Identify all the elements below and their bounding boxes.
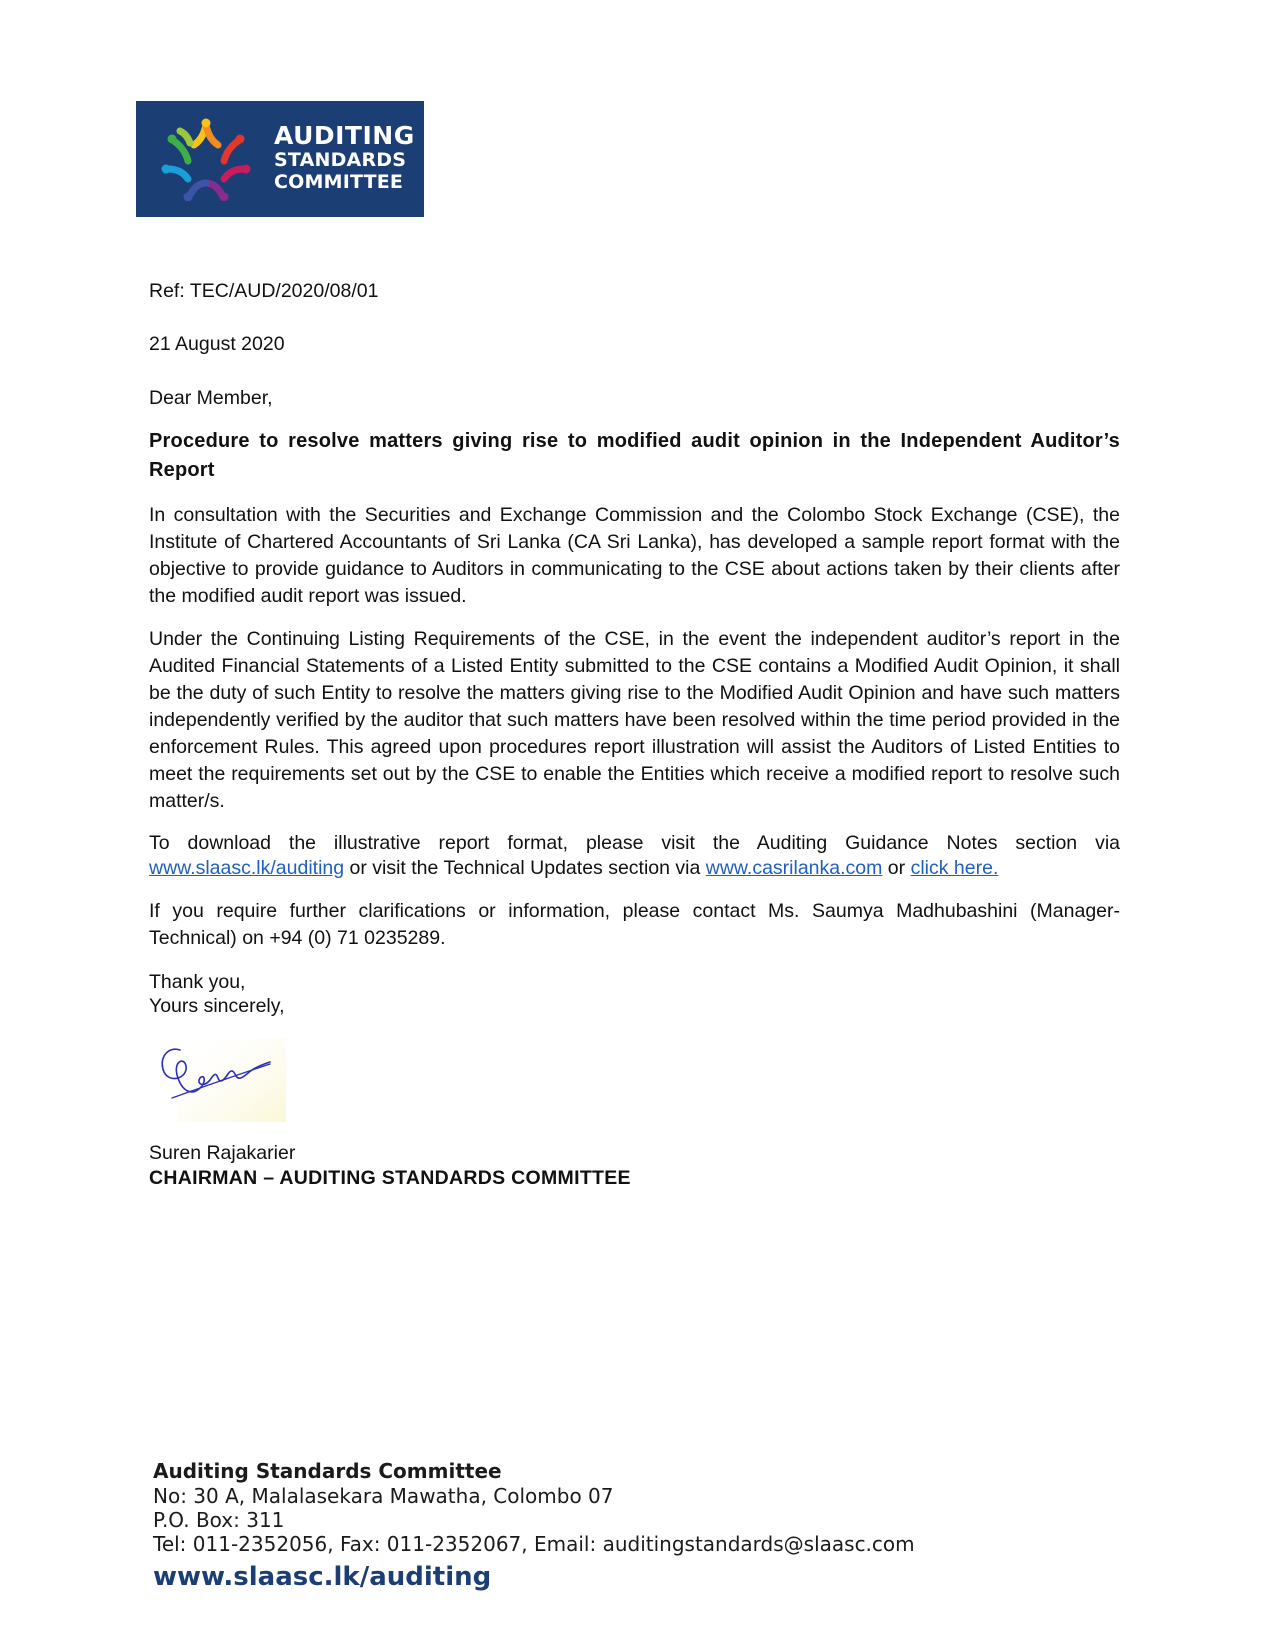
download-text-middle: or visit the Technical Updates section via xyxy=(344,857,706,879)
colorful-star-emblem-icon xyxy=(154,117,258,201)
footer-website: www.slaasc.lk/auditing xyxy=(153,1562,492,1592)
footer-contact: Tel: 011-2352056, Fax: 011-2352067, Email: auditingstandards@slaasc.com xyxy=(153,1532,915,1556)
closing-thanks: Thank you, xyxy=(149,971,246,993)
casrilanka-link[interactable]: www.casrilanka.com xyxy=(705,857,883,879)
logo-wordmark xyxy=(274,123,415,192)
slaasc-auditing-link[interactable]: www.slaasc.lk/auditing xyxy=(149,857,345,879)
logo-line-2: STANDARDS xyxy=(274,149,407,171)
click-here-link[interactable]: click here. xyxy=(910,857,999,879)
download-text-or: or xyxy=(882,857,911,879)
letter-footer xyxy=(153,1459,915,1596)
footer-address: No: 30 A, Malalasekara Mawatha, Colombo 07 xyxy=(153,1484,614,1508)
logo-line-1: AUDITING xyxy=(274,121,415,150)
paragraph-download xyxy=(149,831,1120,881)
closing-sincerely: Yours sincerely, xyxy=(149,995,285,1017)
download-text-before: To download the illustrative report format, please visit the Auditing Guidance Notes section via xyxy=(149,832,1120,854)
paragraph-contact: If you require further clarifications or information, please contact Ms. Saumya Madhubashini (Manager-Technical) on +94 (0) 71 0235289. xyxy=(149,900,1120,949)
footer-po-box: P.O. Box: 311 xyxy=(153,1508,285,1532)
paragraph-consultation: In consultation with the Securities and Exchange Commission and the Colombo Stock Exchange (CSE), the Institute of Chartered Accountants of Sri Lanka (CA Sri Lanka), has developed a sample report format with the objective to provide guidance to Auditors in communicating to the CSE about actions taken by their clients after the modified audit report was issued. xyxy=(149,504,1120,607)
salutation: Dear Member, xyxy=(149,387,273,409)
letter-date: 21 August 2020 xyxy=(149,333,285,355)
reference-number: Ref: TEC/AUD/2020/08/01 xyxy=(149,280,379,302)
committee-logo xyxy=(136,101,424,217)
signer-name: Suren Rajakarier xyxy=(149,1142,296,1164)
subject-heading: Procedure to resolve matters giving rise to modified audit opinion in the Independent Auditor’s Report xyxy=(149,430,1120,481)
handwritten-signature-icon xyxy=(158,1038,286,1122)
footer-organization: Auditing Standards Committee xyxy=(153,1459,502,1483)
paragraph-listing-requirements: Under the Continuing Listing Requirements of the CSE, in the event the independent auditor’s report in the Audited Financial Statements of a Listed Entity submitted to the CSE contains a Modified Audit Opinion, it shall be the duty of such Entity to resolve the matters giving rise to the Modified Audit Opinion and have such matters independently verified by the auditor that such matters have been resolved within the time period provided in the enforcement Rules. This agreed upon procedures report illustration will assist the Auditors of Listed Entities to meet the requirements set out by the CSE to enable the Entities which receive a modified report to resolve such matter/s. xyxy=(149,628,1120,812)
signer-title: CHAIRMAN – AUDITING STANDARDS COMMITTEE xyxy=(149,1167,631,1189)
logo-line-3: COMMITTEE xyxy=(274,171,404,193)
